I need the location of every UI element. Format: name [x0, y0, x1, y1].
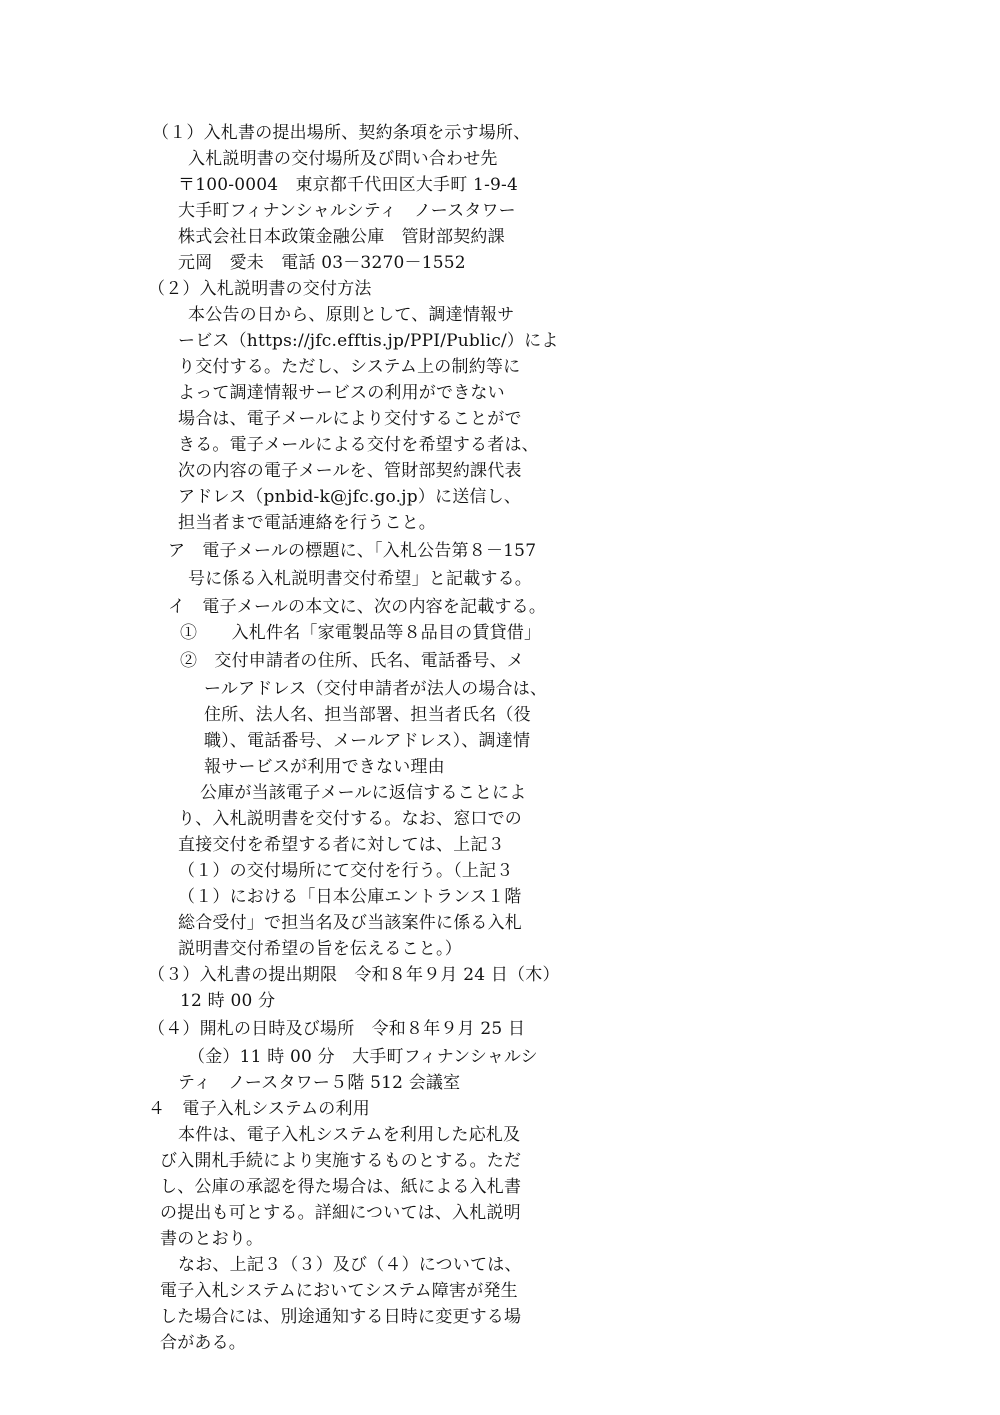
section-3-4-heading: （４）開札の日時及び場所 令和８年９月 25 日	[148, 1019, 526, 1039]
opening-time-place: （金）11 時 00 分 大手町フィナンシャルシ	[188, 1047, 538, 1067]
paragraph-line-url: ービス（https://jfc.efftis.jp/PPI/Public/）によ	[178, 331, 559, 351]
item-a-line: 号に係る入札説明書交付希望」と記載する。	[188, 569, 532, 589]
paragraph-line: 直接交付を希望する者に対しては、上記３	[178, 835, 505, 855]
paragraph-line: 説明書交付希望の旨を伝えること。）	[178, 939, 462, 959]
paragraph-line: 本件は、電子入札システムを利用した応札及	[178, 1125, 521, 1145]
department-name: 株式会社日本政策金融公庫 管財部契約課	[178, 227, 505, 247]
paragraph-line: 本公告の日から、原則として、調達情報サ	[188, 305, 515, 325]
paragraph-line: の提出も可とする。詳細については、入札説明	[160, 1203, 521, 1223]
item-circle-2-line: 職）、電話番号、メールアドレス）、調達情	[204, 731, 531, 751]
paragraph-line: （１）の交付場所にて交付を行う。（上記３	[178, 861, 514, 881]
building-name: 大手町フィナンシャルシティ ノースタワー	[178, 201, 516, 221]
item-circle-2-line: 報サービスが利用できない理由	[204, 757, 445, 777]
paragraph-line: 担当者まで電話連絡を行うこと。	[178, 513, 436, 533]
paragraph-line: 次の内容の電子メールを、管財部契約課代表	[178, 461, 522, 481]
paragraph-line: り交付する。ただし、システム上の制約等に	[178, 357, 521, 377]
section-3-1-heading: （１）入札書の提出場所、契約条項を示す場所、	[152, 123, 531, 143]
item-i: イ 電子メールの本文に、次の内容を記載する。	[168, 597, 547, 617]
paragraph-line: 公庫が当該電子メールに返信することによ	[200, 783, 527, 803]
paragraph-line: きる。電子メールによる交付を希望する者は、	[178, 435, 539, 455]
postal-address: 〒100-0004 東京都千代田区大手町 1-9-4	[178, 175, 518, 195]
contact-phone: 元岡 愛未 電話 03－3270－1552	[178, 253, 466, 273]
paragraph-line: 書のとおり。	[160, 1229, 264, 1249]
item-circle-2-line: 住所、法人名、担当部署、担当者氏名（役	[204, 705, 531, 725]
paragraph-line: 場合は、電子メールにより交付することがで	[178, 409, 522, 429]
paragraph-line: 合がある。	[160, 1333, 246, 1353]
section-3-1-line: 入札説明書の交付場所及び問い合わせ先	[188, 149, 498, 169]
paragraph-line: なお、上記３（３）及び（４）については、	[178, 1255, 522, 1275]
paragraph-line: し、公庫の承認を得た場合は、紙による入札書	[160, 1177, 522, 1197]
paragraph-line: した場合には、別途通知する日時に変更する場	[160, 1307, 522, 1327]
paragraph-line: よって調達情報サービスの利用ができない	[178, 383, 505, 403]
item-circle-2-line: ールアドレス（交付申請者が法人の場合は、	[204, 679, 548, 699]
section-3-3-heading: （３）入札書の提出期限 令和８年９月 24 日（木）	[148, 965, 560, 985]
deadline-time: 12 時 00 分	[180, 991, 276, 1011]
opening-room: ティ ノースタワー５階 512 会議室	[178, 1073, 461, 1093]
paragraph-line: （１）における「日本公庫エントランス１階	[178, 887, 522, 907]
item-a: ア 電子メールの標題に、「入札公告第８－157	[168, 541, 537, 561]
paragraph-line-email: アドレス（pnbid-k@jfc.go.jp）に送信し、	[178, 487, 522, 507]
paragraph-line: び入開札手続により実施するものとする。ただ	[160, 1151, 522, 1171]
section-3-2-heading: （２）入札説明書の交付方法	[148, 279, 372, 299]
paragraph-line: 電子入札システムにおいてシステム障害が発生	[160, 1281, 518, 1301]
item-circle-1: ① 入札件名「家電製品等８品目の賃貸借」	[180, 623, 542, 643]
section-4-heading: ４ 電子入札システムの利用	[148, 1099, 370, 1119]
paragraph-line: り、入札説明書を交付する。なお、窓口での	[178, 809, 522, 829]
item-circle-2: ② 交付申請者の住所、氏名、電話番号、メ	[180, 651, 524, 671]
paragraph-line: 総合受付」で担当名及び当該案件に係る入札	[178, 913, 522, 933]
